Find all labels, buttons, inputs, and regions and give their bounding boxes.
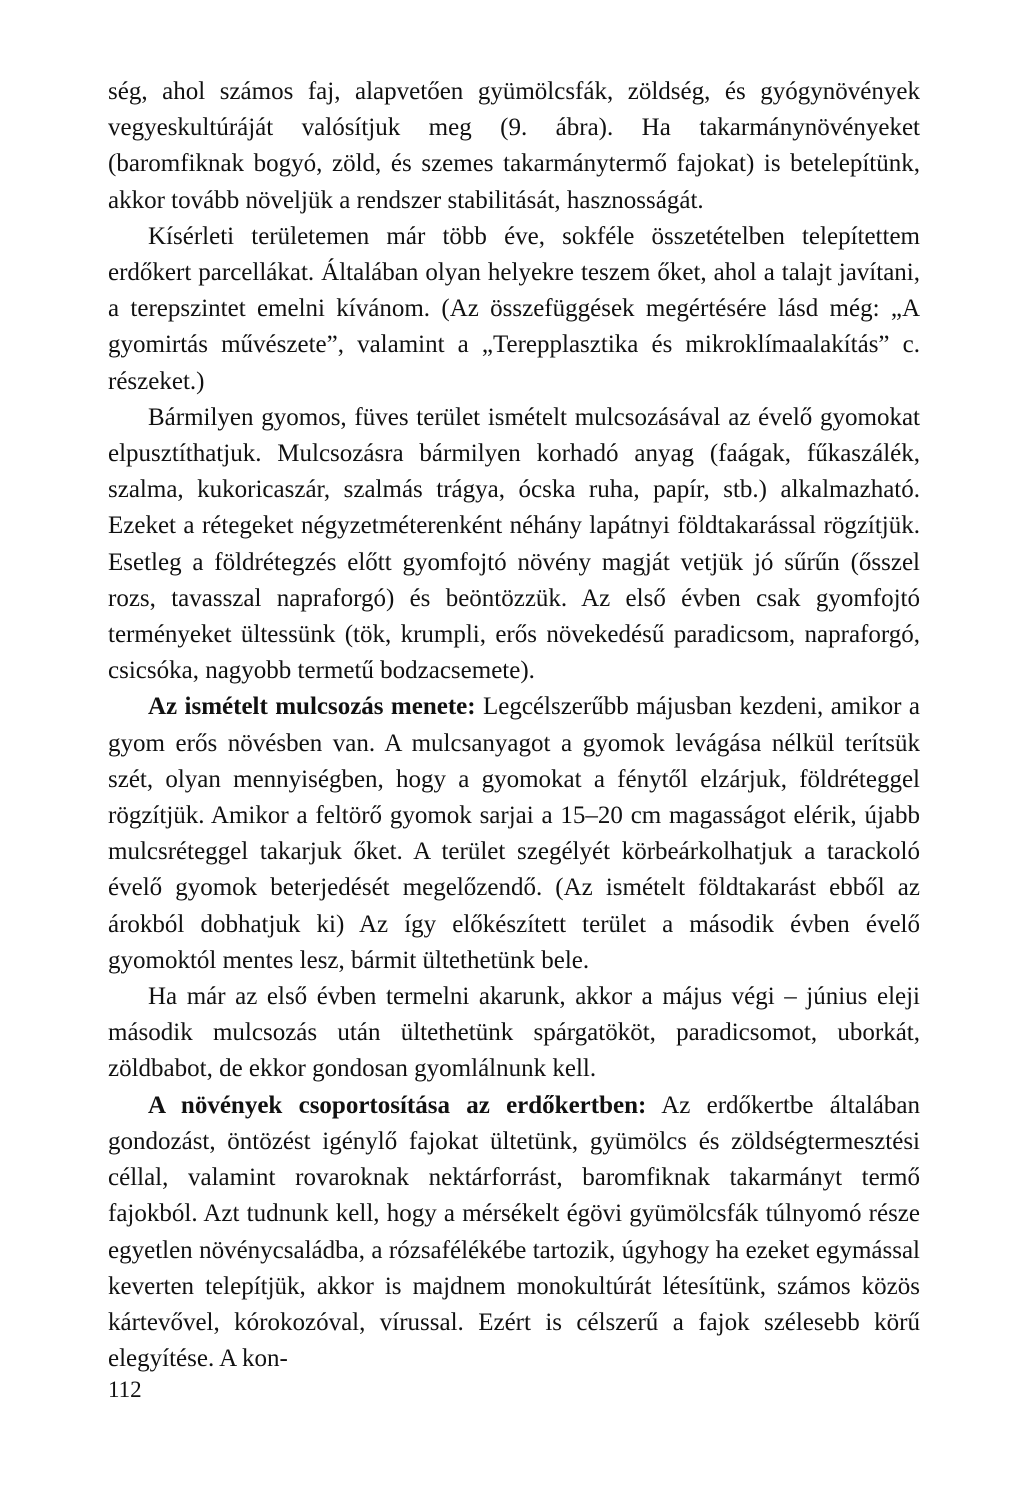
paragraph-5 [108,979,920,1088]
paragraph-1 [108,74,920,219]
paragraph-6-text: Az erdőkertbe általában gondozást, öntözést igénylő fajokat ültetünk, gyümölcs és zöldségtermesztési céllal, valamint rovaroknak nektárforrást, baromfiknak takarmányt termő fajokból. Azt tudnunk kell, hogy a mérsékelt égövi gyümölcsfák túlnyomó része egyetlen növénycsaládba, a rózsafélékébe tartozik, úgyhogy ha ezeket egymással keverten telepítjük, akkor is majdnem monokultúrát létesítünk, számos közös kártevővel, kórokozóval, vírussal. Ezért is célszerű a fajok szélesebb körű elegyítése. A kon- [108,1091,920,1373]
body-text [108,74,920,1377]
paragraph-2 [108,219,920,400]
paragraph-6 [108,1088,920,1378]
page-number: 112 [108,1377,142,1402]
paragraph-1-text: ség, ahol számos faj, alapvetően gyümölcsfák, zöldség, és gyógynövények vegyeskultúráját valósítjuk meg (9. ábra). Ha takarmánynövényeket (baromfiknak bogyó, zöld, és szemes takarmánytermő fajokat) is betelepítünk, akkor tovább növeljük a rendszer stabilitását, hasznosságát. [108,78,920,214]
paragraph-2-text: Kísérleti területemen már több éve, sokféle összetételben telepítettem erdőkert parcellákat. Általában olyan helyekre teszem őket, ahol a talajt javítani, a terepszintet emelni kívánom. (Az összefüggések megértésére lásd még: „A gyomirtás művészete”, valamint a „Terepplasztika és mikroklímaalakítás” c. részeket.) [108,222,920,395]
paragraph-5-text: Ha már az első évben termelni akarunk, akkor a május végi – június eleji második mulcsozás után ültethetünk spárgatököt, paradicsomot, uborkát, zöldbabot, de ekkor gondosan gyomlálnunk kell. [108,983,920,1083]
paragraph-4 [108,689,920,979]
paragraph-4-text: Legcélszerűbb májusban kezdeni, amikor a gyom erős növésben van. A mulcsanyagot a gyomok levágása nélkül terítsük szét, olyan mennyiségben, hogy a gyomokat a fénytől elzárjuk, földréteggel rögzítjük. Amikor a feltörő gyomok sarjai a 15–20 cm magasságot elérik, újabb mulcsréteggel takarjuk őket. A terület szegélyét körbeárkolhatjuk a tarackoló évelő gyomok beterjedését megelőzendő. (Az ismételt földtakarást ebből az árokból dobhatjuk ki) Az így előkészített terület a második évben évelő gyomoktól mentes lesz, bármit ültethetünk bele. [108,693,920,974]
paragraph-3-text: Bármilyen gyomos, füves terület ismételt mulcsozásával az évelő gyomokat elpusztíthatjuk. Mulcsozásra bármilyen korhadó anyag (faágak, fűkaszálék, szalma, kukoricaszár, szalmás trágya, ócska ruha, papír, stb.) alkalmazható. Ezeket a rétegeket négyzetméterenként néhány lapátnyi földtakarással rögzítjük. Esetleg a földrétegzés előtt gyomfojtó növény magját vetjük jó sűrűn (ősszel rozs, tavasszal napraforgó) és beöntözzük. Az első évben csak gyomfojtó terményeket ültessünk (tök, krumpli, erős növekedésű paradicsom, napraforgó, csicsóka, nagyobb termetű bodzacsemete). [108,403,920,685]
paragraph-6-heading: A növények csoportosítása az erdőkertben: [148,1091,647,1119]
paragraph-3 [108,400,920,690]
paragraph-4-heading: Az ismételt mulcsozás menete: [148,693,476,721]
